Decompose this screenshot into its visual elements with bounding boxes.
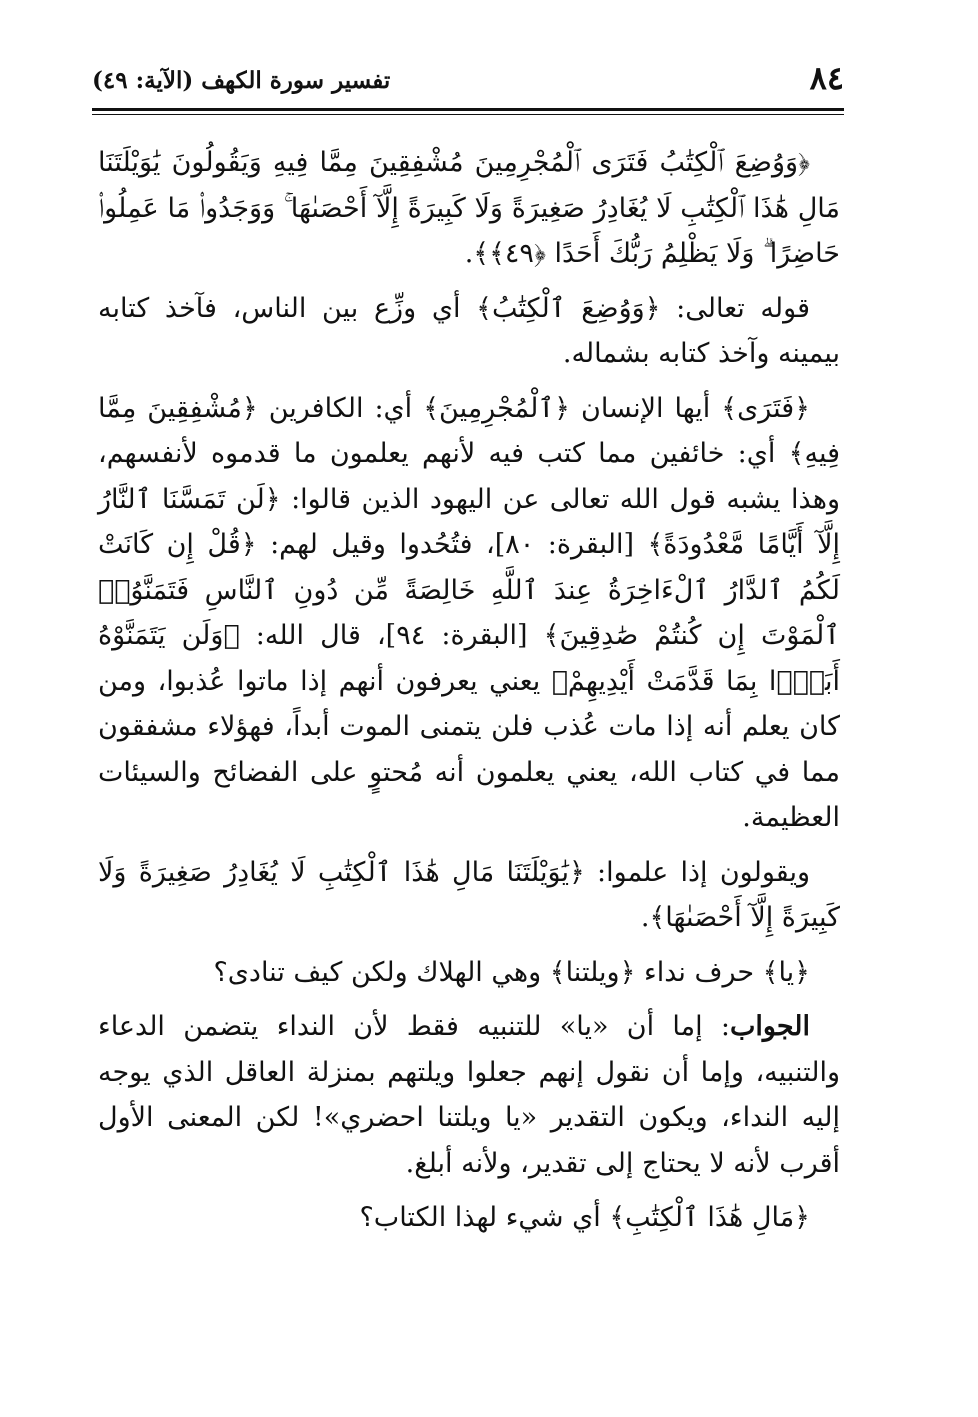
paragraph: ﴿فَتَرَى﴾ أيها الإنسان ﴿ٱلْمُجْرِمِينَ﴾ أي: الكافرين ﴿مُشْفِقِينَ مِمَّا فِيهِ﴾ أي: خائفين مما كتب فيه لأنهم يعلمون ما قدموه لأنفسهم، وهذا يشبه قول الله تعالى عن اليهود الذين قالوا: ﴿لَن تَمَسَّنَا ٱلنَّارُ إِلَّآ أَيَّامًا مَّعْدُودَةً﴾ [البقرة: ٨٠]، فتُحُدوا وقيل لهم: ﴿قُلْ إِن كَانَتْ لَكُمُ ٱلدَّارُ ٱلْءَاخِرَةُ عِندَ ٱللَّهِ خَالِصَةً مِّن دُونِ ٱلنَّاسِ فَتَمَنَّوُا۟ ٱلْمَوْتَ إِن كُنتُمْ صَٰدِقِينَ﴾ [البقرة: ٩٤]، قال الله: ﴿وَلَن يَتَمَنَّوْهُ أَبَدًۢا بِمَا قَدَّمَتْ أَيْدِيهِمْ﴾ يعني يعرفون أنهم إذا ماتوا عُذبوا، ومن كان يعلم أنه إذا مات عُذب فلن يتمنى الموت أبداً، فهؤلاء مشفقون مما في كتاب الله، يعني يعلمون أنه مُحتوٍ على الفضائح والسيئات العظيمة.	[98, 392, 840, 833]
answer-paragraph	[98, 1004, 840, 1186]
paragraph: قوله تعالى: ﴿وَوُضِعَ ٱلْكِتَٰبُ﴾ أي وزِّع بين الناس، فآخذ كتابه بيمينه وآخذ كتابه بشماله.	[98, 292, 840, 369]
answer-lead: الجواب	[729, 1011, 810, 1042]
paragraph: ﴿مَالِ هَٰذَا ٱلْكِتَٰبِ﴾ أي شيء لهذا الكتاب؟	[359, 1202, 810, 1233]
page-number: ٨٤	[809, 59, 844, 97]
page-header	[92, 58, 844, 118]
paragraph: ويقولون إذا علموا: ﴿يَٰوَيْلَتَنَا مَالِ هَٰذَا ٱلْكِتَٰبِ لَا يُغَادِرُ صَغِيرَةً وَلَا كَبِيرَةً إِلَّآ أَحْصَىٰهَا﴾.	[98, 856, 840, 933]
verse-paragraph: ﴿وَوُضِعَ ٱلْكِتَٰبُ فَتَرَى ٱلْمُجْرِمِينَ مُشْفِقِينَ مِمَّا فِيهِ وَيَقُولُونَ يَٰوَيْلَتَنَا مَالِ هَٰذَا ٱلْكِتَٰبِ لَا يُغَادِرُ صَغِيرَةً وَلَا كَبِيرَةً إِلَّآ أَحْصَىٰهَا ۚ وَوَجَدُوا۟ مَا عَمِلُوا۟ حَاضِرًا ۗ وَلَا يَظْلِمُ رَبُّكَ أَحَدًا ﴿٤٩﴾﴾.	[98, 147, 840, 269]
paragraph: ﴿يا﴾ حرف نداء ﴿ويلتنا﴾ وهي الهلاك ولكن كيف تنادى؟	[213, 956, 810, 988]
header-rule-thick	[92, 108, 844, 111]
header-rule-thin	[92, 114, 844, 115]
running-title: تفسير سورة الكهف (الآية: ٤٩)	[92, 67, 391, 94]
page-body	[98, 140, 840, 1250]
answer-text: : إما أن «يا» للتنبيه فقط لأن النداء يتضمن الدعاء والتنبيه، وإما أن نقول إنهم جعلوا ويلتهم بمنزلة العاقل الذي يوجه إليه النداء، ويكون التقدير «يا ويلتنا احضري»! لكن المعنى الأول أقرب لأنه لا يحتاج إلى تقدير، ولأنه أبلغ.	[98, 1011, 840, 1179]
